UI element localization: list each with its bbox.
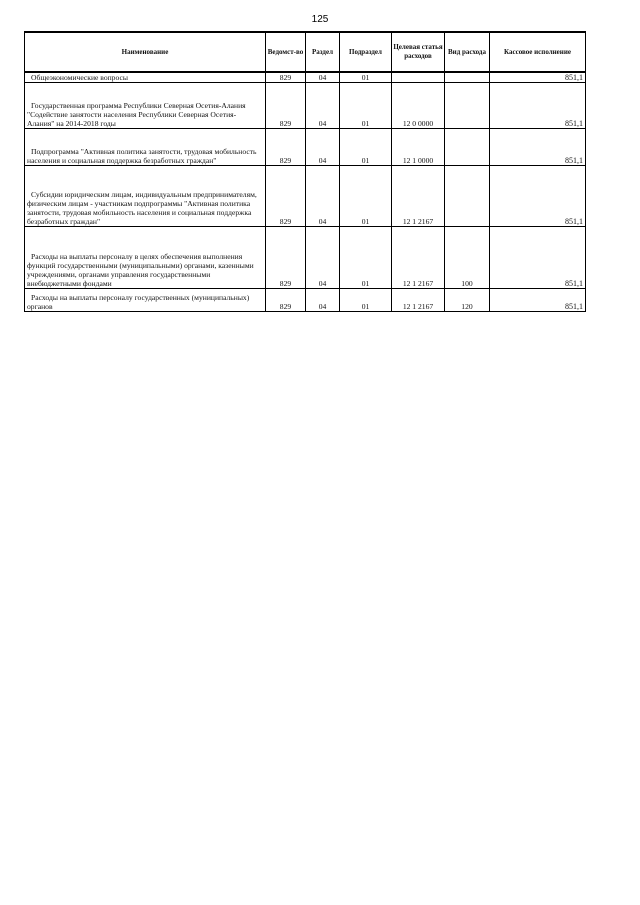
header-department: Ведомст-во [266,32,306,72]
row-subsection: 01 [340,227,392,289]
table-row [25,289,586,312]
row-name: Расходы на выплаты персоналу в целях обеспечения выполнения функций государственными (муниципальными) органами, казенными учреждениями, органами управления государственными внебюджетными фондами [27,252,254,288]
table-header-row [25,32,586,72]
row-target-article: 12 1 2167 [392,289,445,312]
row-name: Расходы на выплаты персоналу государственных (муниципальных) органов [27,293,250,311]
row-subsection: 01 [340,289,392,312]
header-section: Раздел [306,32,340,72]
row-section: 04 [306,227,340,289]
row-subsection: 01 [340,72,392,83]
page-number: 125 [311,14,329,25]
row-cash-execution: 851,1 [490,129,586,166]
row-target-article: 12 1 2167 [392,166,445,227]
row-cash-execution: 851,1 [490,83,586,129]
row-section: 04 [306,129,340,166]
budget-execution-table [24,31,586,312]
row-expense-type [445,83,490,129]
row-name: Общеэкономические вопросы [31,73,128,82]
header-subsection: Подраздел [340,32,392,72]
row-section: 04 [306,289,340,312]
row-name-cell [25,129,266,166]
row-department: 829 [266,83,306,129]
row-cash-execution: 851,1 [490,166,586,227]
table-row [25,129,586,166]
row-target-article: 12 1 2167 [392,227,445,289]
row-subsection: 01 [340,129,392,166]
row-subsection: 01 [340,166,392,227]
row-department: 829 [266,227,306,289]
row-department: 829 [266,129,306,166]
header-name: Наименование [25,32,266,72]
row-name: Подпрограмма "Активная политика занятости, трудовая мобильность населения и социальная поддержка безработных граждан" [27,147,257,165]
row-target-article: 12 1 0000 [392,129,445,166]
row-name: Субсидии юридическим лицам, индивидуальным предпринимателям, физическим лицам - участникам подпрограммы "Активная политика занятости, трудовая мобильность населения и социальная поддержка безработных граждан" [27,190,257,226]
header-cash-execution: Кассовое исполнение [490,32,586,72]
table-row [25,166,586,227]
header-target-article: Целевая статья расходов [392,32,445,72]
row-department: 829 [266,289,306,312]
row-expense-type: 100 [445,227,490,289]
row-name: Государственная программа Республики Северная Осетия-Алания "Содействие занятости населения Республики Северная Осетия-Алания" на 2014-2018 годы [27,101,246,128]
row-target-article: 12 0 0000 [392,83,445,129]
row-name-cell [25,83,266,129]
table-row [25,72,586,83]
row-section: 04 [306,83,340,129]
row-name-cell [25,227,266,289]
row-expense-type [445,166,490,227]
table-row [25,83,586,129]
row-cash-execution: 851,1 [490,227,586,289]
row-section: 04 [306,166,340,227]
row-expense-type: 120 [445,289,490,312]
row-department: 829 [266,166,306,227]
row-department: 829 [266,72,306,83]
row-name-cell [25,72,266,83]
row-expense-type [445,129,490,166]
row-cash-execution: 851,1 [490,72,586,83]
row-target-article [392,72,445,83]
row-expense-type [445,72,490,83]
table-row [25,227,586,289]
row-subsection: 01 [340,83,392,129]
header-expense-type: Вид расхода [445,32,490,72]
row-name-cell [25,166,266,227]
row-name-cell [25,289,266,312]
row-section: 04 [306,72,340,83]
row-cash-execution: 851,1 [490,289,586,312]
